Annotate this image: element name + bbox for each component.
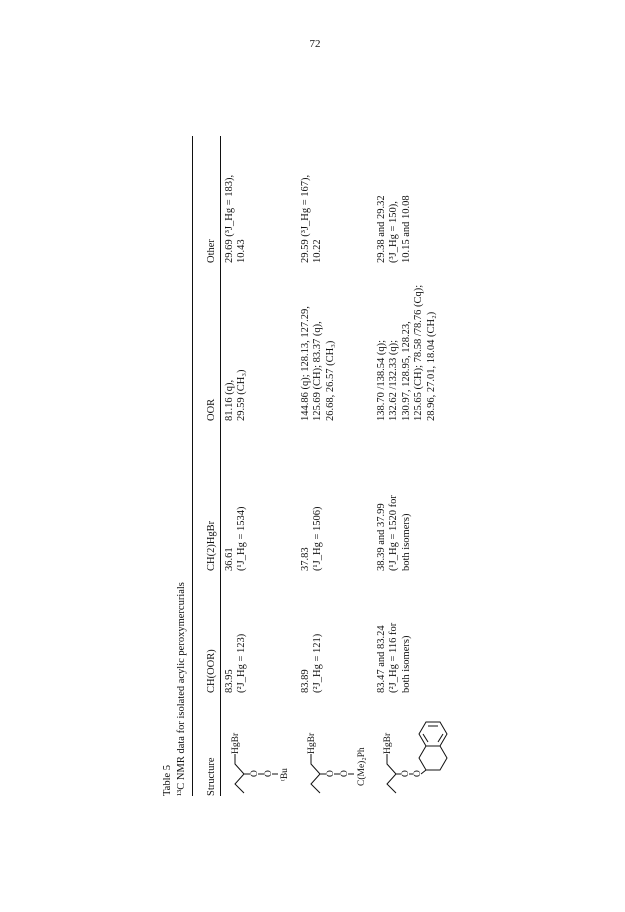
table-header-rule [220, 136, 221, 796]
struct-o-label: O [340, 770, 350, 777]
cell-ch2-hgbr: 37.83 (¹J_Hg = 1506) [300, 506, 324, 571]
structure-tbu-peroxide [222, 696, 297, 796]
structure-tetralinyl-peroxide [374, 696, 462, 796]
struct-o-label: O [413, 770, 423, 777]
struct-o-label: O [326, 770, 336, 777]
cell-ch-oor: 83.47 and 83.24 (²J_Hg = 116 for both isomers) [376, 622, 412, 693]
cell-oor: 81.16 (q), 29.59 (CH₃) [224, 369, 248, 421]
cell-other: 29.69 (³J_Hg = 183), 10.43 [224, 174, 248, 263]
struct-hgbr-label: HgBr [383, 732, 393, 754]
cell-other: 29.38 and 29.32 (³J_Hg = 150), 10.15 and 10.08 [376, 195, 412, 263]
header-structure: Structure [206, 757, 217, 796]
header-ch-oor: CH(OOR) [206, 649, 217, 693]
page-number: 72 [309, 38, 321, 50]
cell-ch-oor: 83.89 (²J_Hg = 121) [300, 633, 324, 693]
cell-oor: 144.86 (q); 128.13, 127.29, 125.69 (CH); 83.37 (q), 26.68, 26.57 (CH₃) [300, 306, 336, 421]
cell-ch2-hgbr: 36.61 (¹J_Hg = 1534) [224, 506, 248, 571]
table-caption: ¹³C NMR data for isolated acylic peroxymercurials [176, 582, 187, 796]
struct-hgbr-label: HgBr [231, 732, 241, 754]
table-label: Table 5 [162, 764, 173, 796]
struct-cumyl-label: C(Me)₂Ph [357, 747, 367, 786]
struct-o-label: O [401, 770, 411, 777]
cell-ch2-hgbr: 38.39 and 37.99 (¹J_Hg = 1520 for both isomers) [376, 495, 412, 571]
rotated-table-block [162, 136, 462, 796]
struct-tbu-label: ᵗBu [280, 768, 290, 781]
cell-oor: 138.70 /138.54 (q); 132.62 /132.33 (q); 130.97, 128.95, 128.23, 125.65 (CH); 78.58 /78.76 (Cq); 28.96, 27.01, 18.04 (CH₂) [376, 284, 437, 421]
struct-o-label: O [264, 770, 274, 777]
struct-o-label: O [250, 770, 260, 777]
header-oor: OOR [206, 398, 217, 421]
cell-other: 29.59 (³J_Hg = 167), 10.22 [300, 174, 324, 263]
cell-ch-oor: 83.95 (²J_Hg = 123) [224, 633, 248, 693]
header-other: Other [206, 239, 217, 263]
structure-cumyl-peroxide [298, 696, 378, 796]
table-top-rule [192, 136, 193, 796]
header-ch2-hgbr: CH(2)HgBr [206, 520, 217, 571]
struct-hgbr-label: HgBr [307, 732, 317, 754]
